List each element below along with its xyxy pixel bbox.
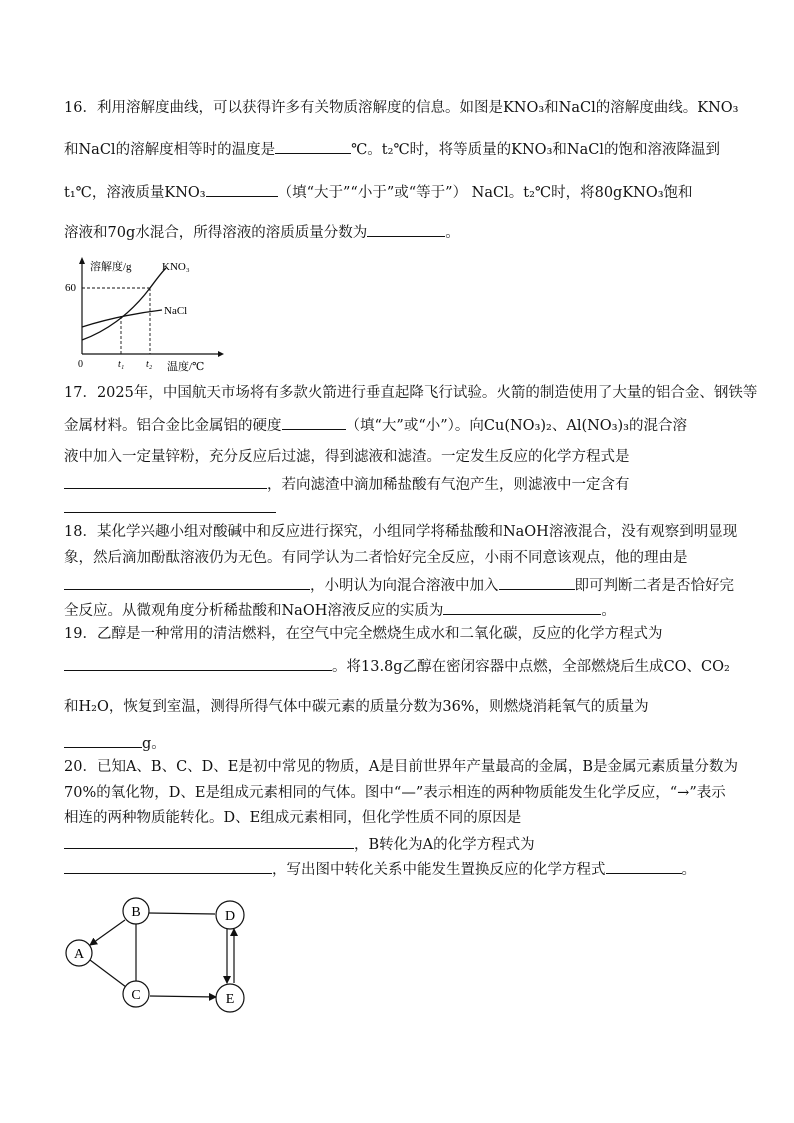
answer-blank[interactable]: [64, 656, 332, 671]
x-axis-label: 温度/℃: [167, 361, 205, 373]
arrow-b-to-a: [90, 920, 125, 945]
q20-line2: 70%的氧化物，D、E是组成元素相同的气体。图中“—”表示相连的两种物质能发生化学反应，“→”表示: [64, 785, 726, 801]
node-a-label: A: [73, 947, 85, 962]
answer-blank[interactable]: [64, 859, 272, 874]
x-tick-t1: t₁: [118, 359, 125, 370]
q17-line5: [64, 498, 276, 518]
q16-line3: t₁℃，溶液质量KNO₃ （填“大于”“小于”或“等于”） NaCl。t₂℃时，将80gKNO₃饱和: [64, 182, 693, 202]
link-b-d: [149, 913, 215, 914]
q18-line4: 全反应。从微观角度分析稀盐酸和NaOH溶液反应的实质为 。: [64, 600, 616, 620]
nacl-label: NaCl: [164, 305, 188, 317]
q16-line1: 16．利用溶解度曲线，可以获得许多有关物质溶解度的信息。如图是KNO₃和NaCl的溶解度曲线。KNO₃: [64, 100, 739, 116]
q20-line1: 20．已知A、B、C、D、E是初中常见的物质，A是目前世界年产量最高的金属，B是金属元素质量分数为: [64, 759, 739, 775]
q17-line3: 液中加入一定量锌粉，充分反应后过滤，得到滤液和滤渣。一定发生反应的化学方程式是: [64, 449, 630, 465]
q17-line1: 17．2025年，中国航天市场将有多款火箭进行垂直起降飞行试验。火箭的制造使用了大量的铝合金、钢铁等: [64, 385, 758, 401]
answer-blank[interactable]: [367, 222, 445, 237]
answer-blank[interactable]: [606, 859, 682, 874]
answer-blank[interactable]: [275, 139, 351, 154]
q19-line3: 和H₂O，恢复到室温，测得所得气体中碳元素的质量分数为36%，则燃烧消耗氧气的质量为: [64, 699, 649, 715]
node-b-label: B: [131, 905, 141, 920]
solubility-graph: [65, 256, 224, 374]
kno3-curve: [82, 268, 166, 340]
link-a-c: [90, 960, 126, 987]
answer-blank[interactable]: [282, 415, 346, 430]
origin-label: 0: [78, 359, 83, 370]
q20-line3: 相连的两种物质能转化。D、E组成元素相同，但化学性质不同的原因是: [64, 810, 522, 826]
q19-line1: 19．乙醇是一种常用的清洁燃料，在空气中完全燃烧生成水和二氧化碳，反应的化学方程式为: [64, 626, 663, 642]
q16-line4: 溶液和70g水混合，所得溶液的溶质质量分数为 。: [64, 222, 460, 242]
answer-blank[interactable]: [443, 600, 601, 615]
x-axis-arrow: [218, 351, 224, 357]
q16-line2: 和NaCl的溶解度相等时的温度是 ℃。t₂℃时，将等质量的KNO₃和NaCl的饱和溶液降温到: [64, 139, 720, 159]
relationship-diagram: [62, 893, 254, 1019]
node-e-label: E: [225, 992, 235, 1007]
answer-blank[interactable]: [64, 575, 310, 590]
q18-line2: 象，然后滴加酚酞溶液仍为无色。有同学认为二者恰好完全反应，小雨不同意该观点，他的理由是: [64, 550, 688, 566]
answer-blank[interactable]: [64, 498, 276, 513]
answer-blank[interactable]: [206, 182, 278, 197]
kno3-label: KNO₃: [162, 261, 190, 273]
x-tick-t2: t₂: [146, 359, 153, 370]
arrow-c-to-e: [150, 996, 216, 997]
y-axis-label: 溶解度/g: [90, 261, 132, 273]
q18-line3: ，小明认为向混合溶液中加入 即可判断二者是否恰好完: [64, 575, 734, 595]
q20-line5: ，写出图中转化关系中能发生置换反应的化学方程式 。: [64, 859, 696, 879]
q20-line4: ，B转化为A的化学方程式为: [64, 834, 535, 854]
answer-blank[interactable]: [499, 575, 575, 590]
y-axis-arrow: [79, 257, 85, 264]
q19-line4: g。: [64, 733, 166, 753]
answer-blank[interactable]: [64, 474, 267, 489]
q18-line1: 18．某化学兴趣小组对酸碱中和反应进行探究，小组同学将稀盐酸和NaOH溶液混合，没有观察到明显现: [64, 524, 738, 540]
node-d-label: D: [224, 909, 236, 924]
node-c-label: C: [131, 988, 141, 1003]
q17-line4: ，若向滤渣中滴加稀盐酸有气泡产生，则滤液中一定含有: [64, 474, 630, 494]
q17-line2: 金属材料。铝合金比金属铝的硬度 （填“大”或“小”）。向Cu(NO₃)₂、Al(NO₃)₃的混合溶: [64, 415, 687, 435]
answer-blank[interactable]: [64, 733, 142, 748]
q19-line2: 。将13.8g乙醇在密闭容器中点燃，全部燃烧后生成CO、CO₂: [64, 656, 730, 676]
answer-blank[interactable]: [64, 834, 354, 849]
y-tick-60: 60: [65, 282, 76, 294]
